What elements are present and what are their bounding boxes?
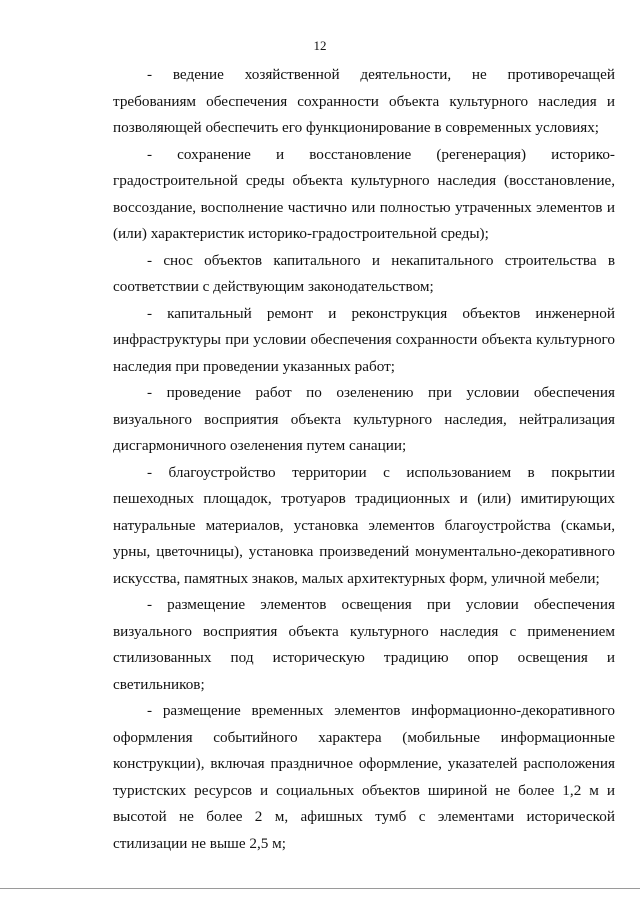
list-item-infrastructure-repair: - капитальный ремонт и реконструкция объектов инженерной инфраструктуры при условии обеспечения сохранности объекта культурного наследия при проведении указанных работ; <box>113 304 615 375</box>
list-item-greening: - проведение работ по озеленению при условии обеспечения визуального восприятия объекта культурного наследия, нейтрализация дисгармоничного озеленения путем санации; <box>113 384 615 454</box>
list-item-landscaping: - благоустройство территории с использованием в покрытии пешеходных площадок, тротуаров традиционных и (или) имитирующих натуральные материалов, установка элементов благоустройства (скамьи, урны, цветочницы), установка произведений монументально-декоративного искусства, памятных знаков, малых архитектурных форм, уличной мебели; <box>113 463 615 587</box>
page-number: 12 <box>313 38 327 53</box>
document-body <box>113 62 615 857</box>
page-bottom-divider <box>0 888 640 889</box>
list-item-preservation-environment: - сохранение и восстановление (регенерация) историко-градостроительной среды объекта культурного наследия (восстановление, воссоздание, восполнение частично или полностью утраченных элементов и (или) характеристик историко-градостроительной среды); <box>113 145 615 242</box>
list-item-demolition: - снос объектов капитального и некапитального строительства в соответствии с действующим законодательством; <box>113 251 615 295</box>
list-item-temporary-decor: - размещение временных элементов информационно-декоративного оформления событийного характера (мобильные информационные конструкции), включая праздничное оформление, указателей расположения туристских ресурсов и социальных объектов шириной не более 1,2 м и высотой не более 2 м, афишных тумб с элементами исторической стилизации не выше 2,5 м; <box>113 702 615 852</box>
list-item-lighting: - размещение элементов освещения при условии обеспечения визуального восприятия объекта культурного наследия с применением стилизованных под историческую традицию опор освещения и светильников; <box>113 596 615 693</box>
list-item-business-activity: - ведение хозяйственной деятельности, не противоречащей требованиям обеспечения сохранности объекта культурного наследия и позволяющей обеспечить его функционирование в современных условиях; <box>113 66 615 136</box>
